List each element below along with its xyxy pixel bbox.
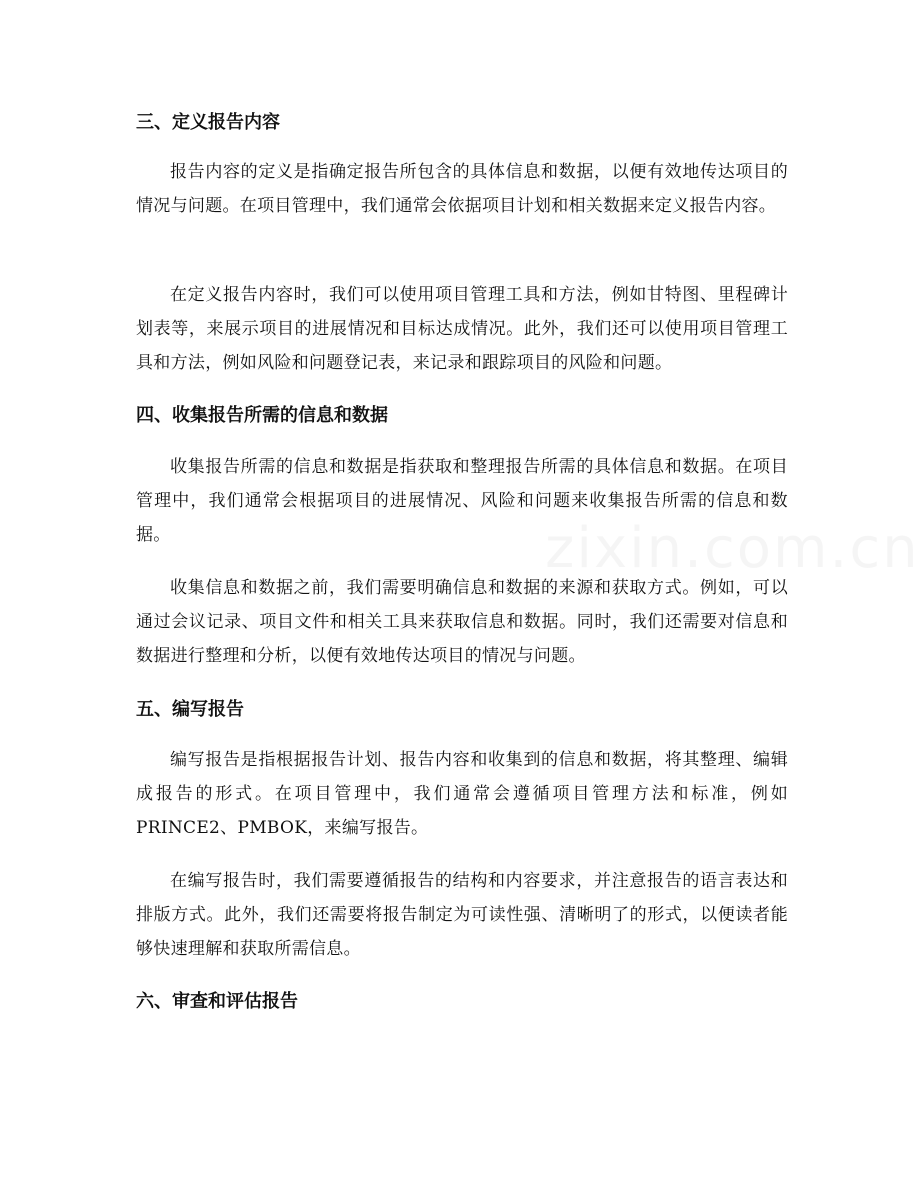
section-heading-3: 三、定义报告内容 bbox=[136, 112, 280, 133]
section-heading-4: 四、收集报告所需的信息和数据 bbox=[136, 405, 388, 426]
paragraph: 收集报告所需的信息和数据是指获取和整理报告所需的具体信息和数据。在项目管理中，我们通常会根据项目的进展情况、风险和问题来收集报告所需的信息和数据。 bbox=[136, 457, 788, 545]
paragraph: 收集信息和数据之前，我们需要明确信息和数据的来源和获取方式。例如，可以通过会议记录、项目文件和相关工具来获取信息和数据。同时，我们还需要对信息和数据进行整理和分析，以便有效地传达项目的情况与问题。 bbox=[136, 578, 788, 666]
paragraph: 在编写报告时，我们需要遵循报告的结构和内容要求，并注意报告的语言表达和排版方式。此外，我们还需要将报告制定为可读性强、清晰明了的形式，以便读者能够快速理解和获取所需信息。 bbox=[136, 871, 788, 959]
section-heading-5: 五、编写报告 bbox=[136, 699, 244, 720]
paragraph: 报告内容的定义是指确定报告所包含的具体信息和数据，以便有效地传达项目的情况与问题。在项目管理中，我们通常会依据项目计划和相关数据来定义报告内容。 bbox=[136, 162, 788, 216]
paragraph: 编写报告是指根据报告计划、报告内容和收集到的信息和数据，将其整理、编辑成报告的形式。在项目管理中，我们通常会遵循项目管理方法和标准，例如PRINCE2、PMBOK，来编写报告。 bbox=[136, 750, 788, 838]
paragraph: 在定义报告内容时，我们可以使用项目管理工具和方法，例如甘特图、里程碑计划表等，来展示项目的进展情况和目标达成情况。此外，我们还可以使用项目管理工具和方法，例如风险和问题登记表，来记录和跟踪项目的风险和问题。 bbox=[136, 285, 788, 373]
section-heading-6: 六、审查和评估报告 bbox=[136, 991, 298, 1012]
